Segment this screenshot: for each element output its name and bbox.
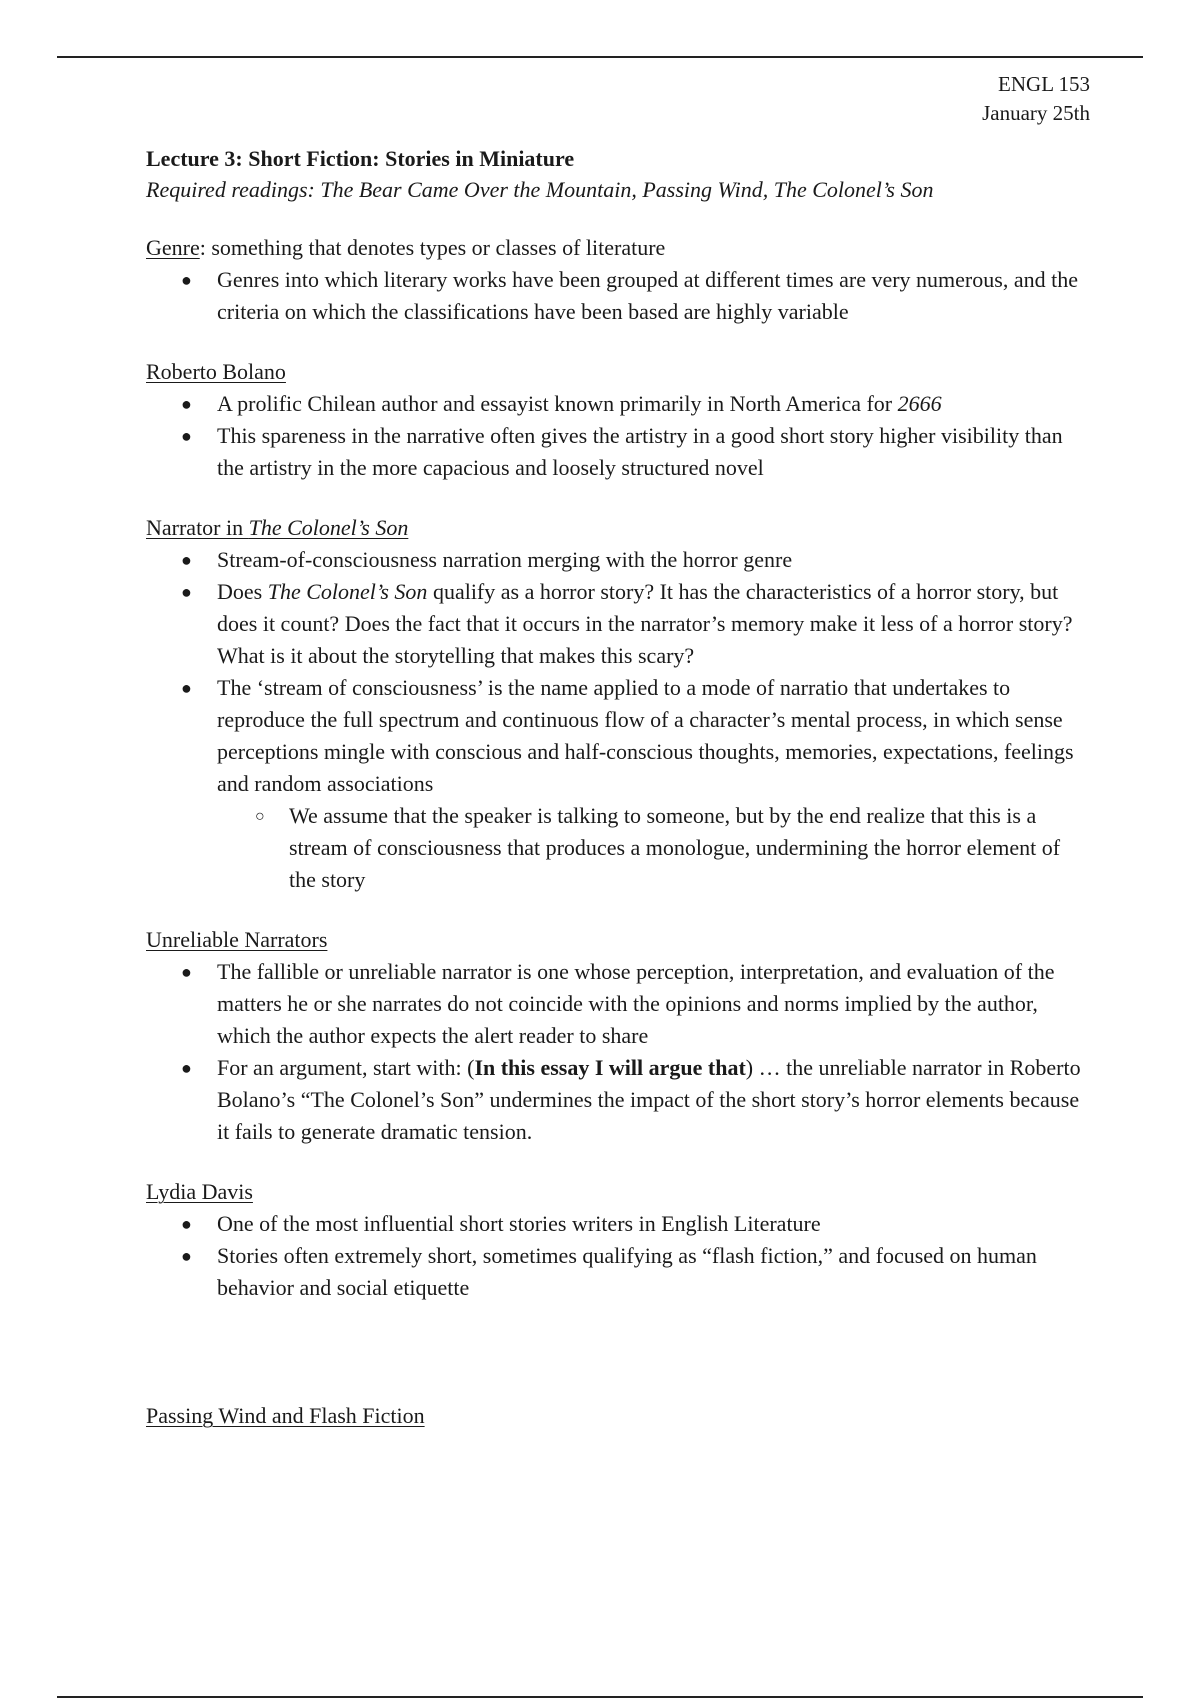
bullet-icon: ● (181, 1246, 192, 1266)
bullet-icon: ● (181, 270, 192, 290)
list-item (181, 1052, 1090, 1148)
list-item (181, 576, 1090, 672)
section-genre (146, 232, 1090, 328)
genre-definition-line (146, 232, 1090, 264)
bullet-icon: ● (181, 1058, 192, 1078)
bullet-icon: ● (181, 962, 192, 982)
required-readings: Required readings: The Bear Came Over the Mountain, Passing Wind, The Colonel’s Son (146, 177, 934, 202)
section-unreliable-narrators (146, 924, 1090, 1148)
genre-bullets (146, 264, 1090, 328)
list-item (181, 388, 1090, 420)
davis-bullets (146, 1208, 1090, 1304)
section-bolano (146, 356, 1090, 484)
section-passing-wind (146, 1400, 1090, 1432)
bullet-icon: ● (181, 394, 192, 414)
narrator-heading (146, 512, 1090, 544)
unreliable-bullet-2-bold: In this essay I will argue that (474, 1055, 746, 1080)
lecture-date: January 25th (982, 101, 1090, 125)
list-item (255, 800, 1090, 896)
list-item (181, 1208, 1090, 1240)
list-item (181, 544, 1090, 576)
bottom-rule (57, 1696, 1143, 1698)
narrator-heading-prefix: Narrator in (146, 515, 249, 540)
bullet-icon: ● (181, 678, 192, 698)
genre-definition: : something that denotes types or classes of literature (199, 235, 666, 260)
document-page (146, 70, 1090, 1432)
unreliable-bullets (146, 956, 1090, 1148)
unreliable-heading: Unreliable Narrators (146, 927, 328, 952)
narrator-bullet-2-pre: Does (217, 579, 268, 604)
bolano-bullet-2-text: This spareness in the narrative often gives the artistry in a good short story higher visibility than the artistry in the more capacious and loosely structured novel (217, 423, 1063, 480)
sub-bullet-icon: ○ (255, 808, 265, 825)
document-header (146, 70, 1090, 128)
list-item (181, 420, 1090, 484)
bullet-icon: ● (181, 550, 192, 570)
bolano-bullet-1-text: A prolific Chilean author and essayist known primarily in North America for (217, 391, 898, 416)
genre-bullet-text: Genres into which literary works have been grouped at different times are very numerous, and the criteria on which the classifications have been based are highly variable (217, 267, 1078, 324)
unreliable-bullet-2-pre: For an argument, start with: ( (217, 1055, 475, 1080)
top-rule (57, 56, 1143, 58)
list-item (181, 956, 1090, 1052)
course-code: ENGL 153 (998, 72, 1090, 96)
narrator-bullet-2-title: The Colonel’s Son (267, 579, 428, 604)
bullet-icon: ● (181, 426, 192, 446)
list-item (181, 672, 1090, 896)
passing-wind-heading: Passing Wind and Flash Fiction (146, 1403, 425, 1428)
genre-term: Genre (146, 235, 200, 260)
list-item (181, 1240, 1090, 1304)
unreliable-bullet-2-post: ) … the unreliable narrator in Roberto Bolano’s “The Colonel’s Son” undermines the impact of the short story’s horror elements because it fails to generate dramatic tension. (217, 1055, 1081, 1144)
davis-bullet-2-text: Stories often extremely short, sometimes qualifying as “flash fiction,” and focused on human behavior and social etiquette (217, 1243, 1037, 1300)
davis-heading: Lydia Davis (146, 1179, 253, 1204)
narrator-bullet-1-text: Stream-of-consciousness narration merging with the horror genre (217, 547, 793, 572)
bolano-bullets (146, 388, 1090, 484)
section-narrator (146, 512, 1090, 896)
narrator-sub-bullet-text: We assume that the speaker is talking to someone, but by the end realize that this is a stream of consciousness that produces a monologue, undermining the horror element of the story (289, 803, 1061, 892)
narrator-sub-bullets (217, 800, 1090, 896)
narrator-heading-title: The Colonel’s Son (248, 515, 409, 540)
list-item (181, 264, 1090, 328)
unreliable-bullet-1-text: The fallible or unreliable narrator is one whose perception, interpretation, and evaluation of the matters he or she narrates do not coincide with the opinions and norms implied by the author, which the author expects the alert reader to share (217, 959, 1055, 1048)
section-lydia-davis (146, 1176, 1090, 1304)
narrator-bullets (146, 544, 1090, 896)
narrator-bullet-2-post: qualify as a horror story? It has the characteristics of a horror story, but does it count? Does the fact that it occurs in the narrator’s memory make it less of a horror story? What is it about the storytelling that makes this scary? (217, 579, 1073, 668)
bullet-icon: ● (181, 1214, 192, 1234)
lecture-title: Lecture 3: Short Fiction: Stories in Miniature (146, 146, 575, 171)
davis-bullet-1-text: One of the most influential short stories writers in English Literature (217, 1211, 821, 1236)
bolano-bullet-1-title: 2666 (897, 391, 942, 416)
bolano-heading: Roberto Bolano (146, 359, 286, 384)
bullet-icon: ● (181, 582, 192, 602)
narrator-bullet-3-text: The ‘stream of consciousness’ is the name applied to a mode of narratio that undertakes to reproduce the full spectrum and continuous flow of a character’s mental process, in which sense perceptions mingle with conscious and half-conscious thoughts, memories, expectations, feelings and random associations (217, 675, 1074, 796)
